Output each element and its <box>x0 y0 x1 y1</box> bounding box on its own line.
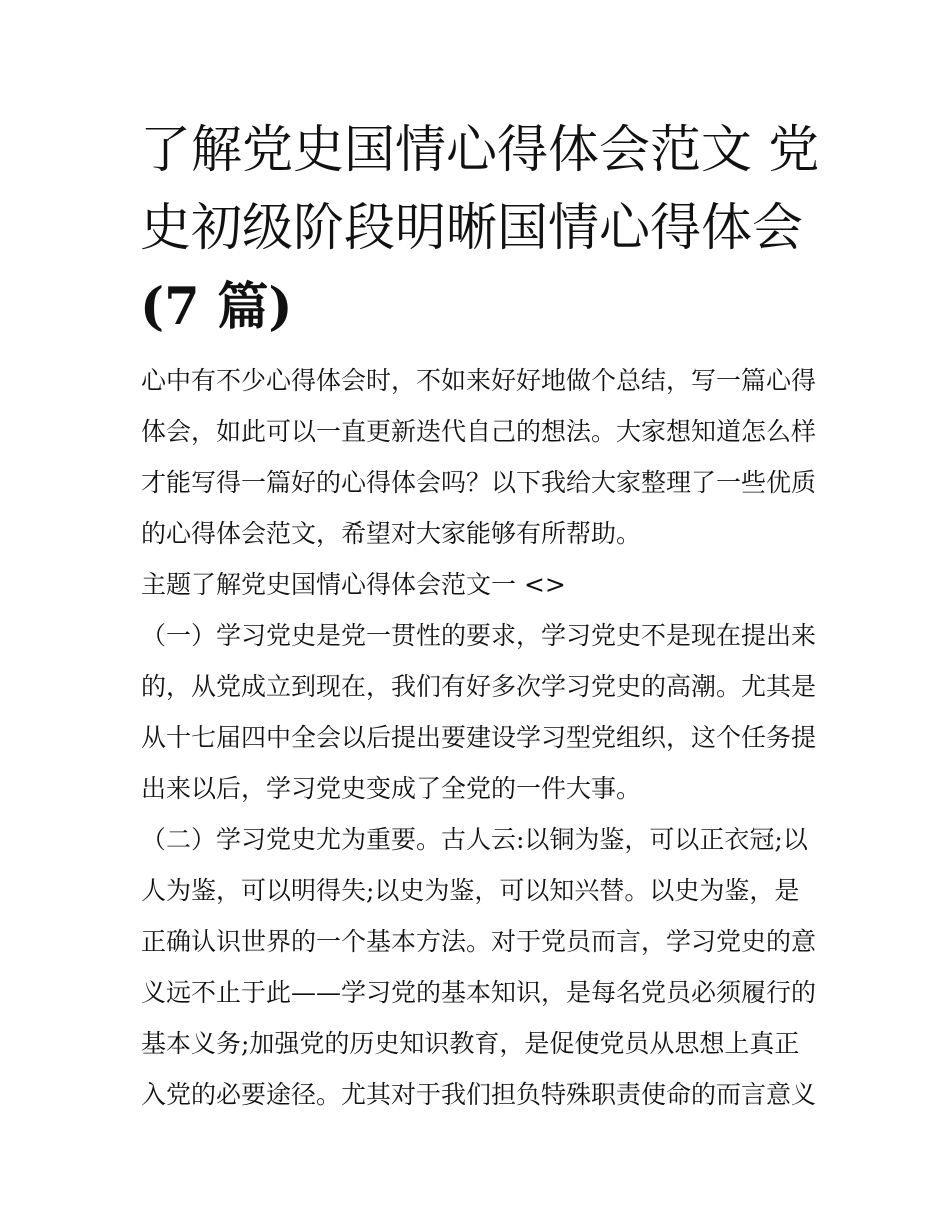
section-heading: 主题了解党史国情心得体会范文一 <> <box>141 570 566 599</box>
body-line: 从十七届四中全会以后提出要建设学习型党组织，这个任务提 <box>141 723 817 752</box>
document-body <box>141 355 821 1120</box>
body-line: 才能写得一篇好的心得体会吗？以下我给大家整理了一些优质 <box>141 468 817 497</box>
body-line: 的心得体会范文，希望对大家能够有所帮助。 <box>141 519 642 548</box>
body-line: 基本义务;加强党的历史知识教育，是促使党员从思想上真正 <box>141 1029 800 1058</box>
title-line-1: 了解党史国情心得体会范文 党 <box>140 121 820 180</box>
body-line: 义远不止于此——学习党的基本知识，是每名党员必须履行的 <box>141 978 817 1007</box>
title-line-2: 史初级阶段明晰国情心得体会 <box>140 199 804 258</box>
body-line: （二）学习党史尤为重要。古人云:以铜为鉴，可以正衣冠;以 <box>141 825 808 854</box>
body-line: 体会，如此可以一直更新迭代自己的想法。大家想知道怎么样 <box>141 417 817 446</box>
body-line: 人为鉴，可以明得失;以史为鉴，可以知兴替。以史为鉴，是 <box>141 876 800 905</box>
body-line: 正确认识世界的一个基本方法。对于党员而言，学习党史的意 <box>141 927 817 956</box>
body-line: 心中有不少心得体会时，不如来好好地做个总结，写一篇心得 <box>141 366 817 395</box>
body-line: 入党的必要途径。尤其对于我们担负特殊职责使命的而言意义 <box>141 1080 817 1109</box>
body-line: 出来以后，学习党史变成了全党的一件大事。 <box>141 774 642 803</box>
body-line: （一）学习党史是党一贯性的要求，学习党史不是现在提出来 <box>141 621 817 650</box>
body-line: 的，从党成立到现在，我们有好多次学习党史的高潮。尤其是 <box>141 672 817 701</box>
document-title <box>140 112 820 346</box>
title-line-3: (7 篇) <box>140 277 293 337</box>
